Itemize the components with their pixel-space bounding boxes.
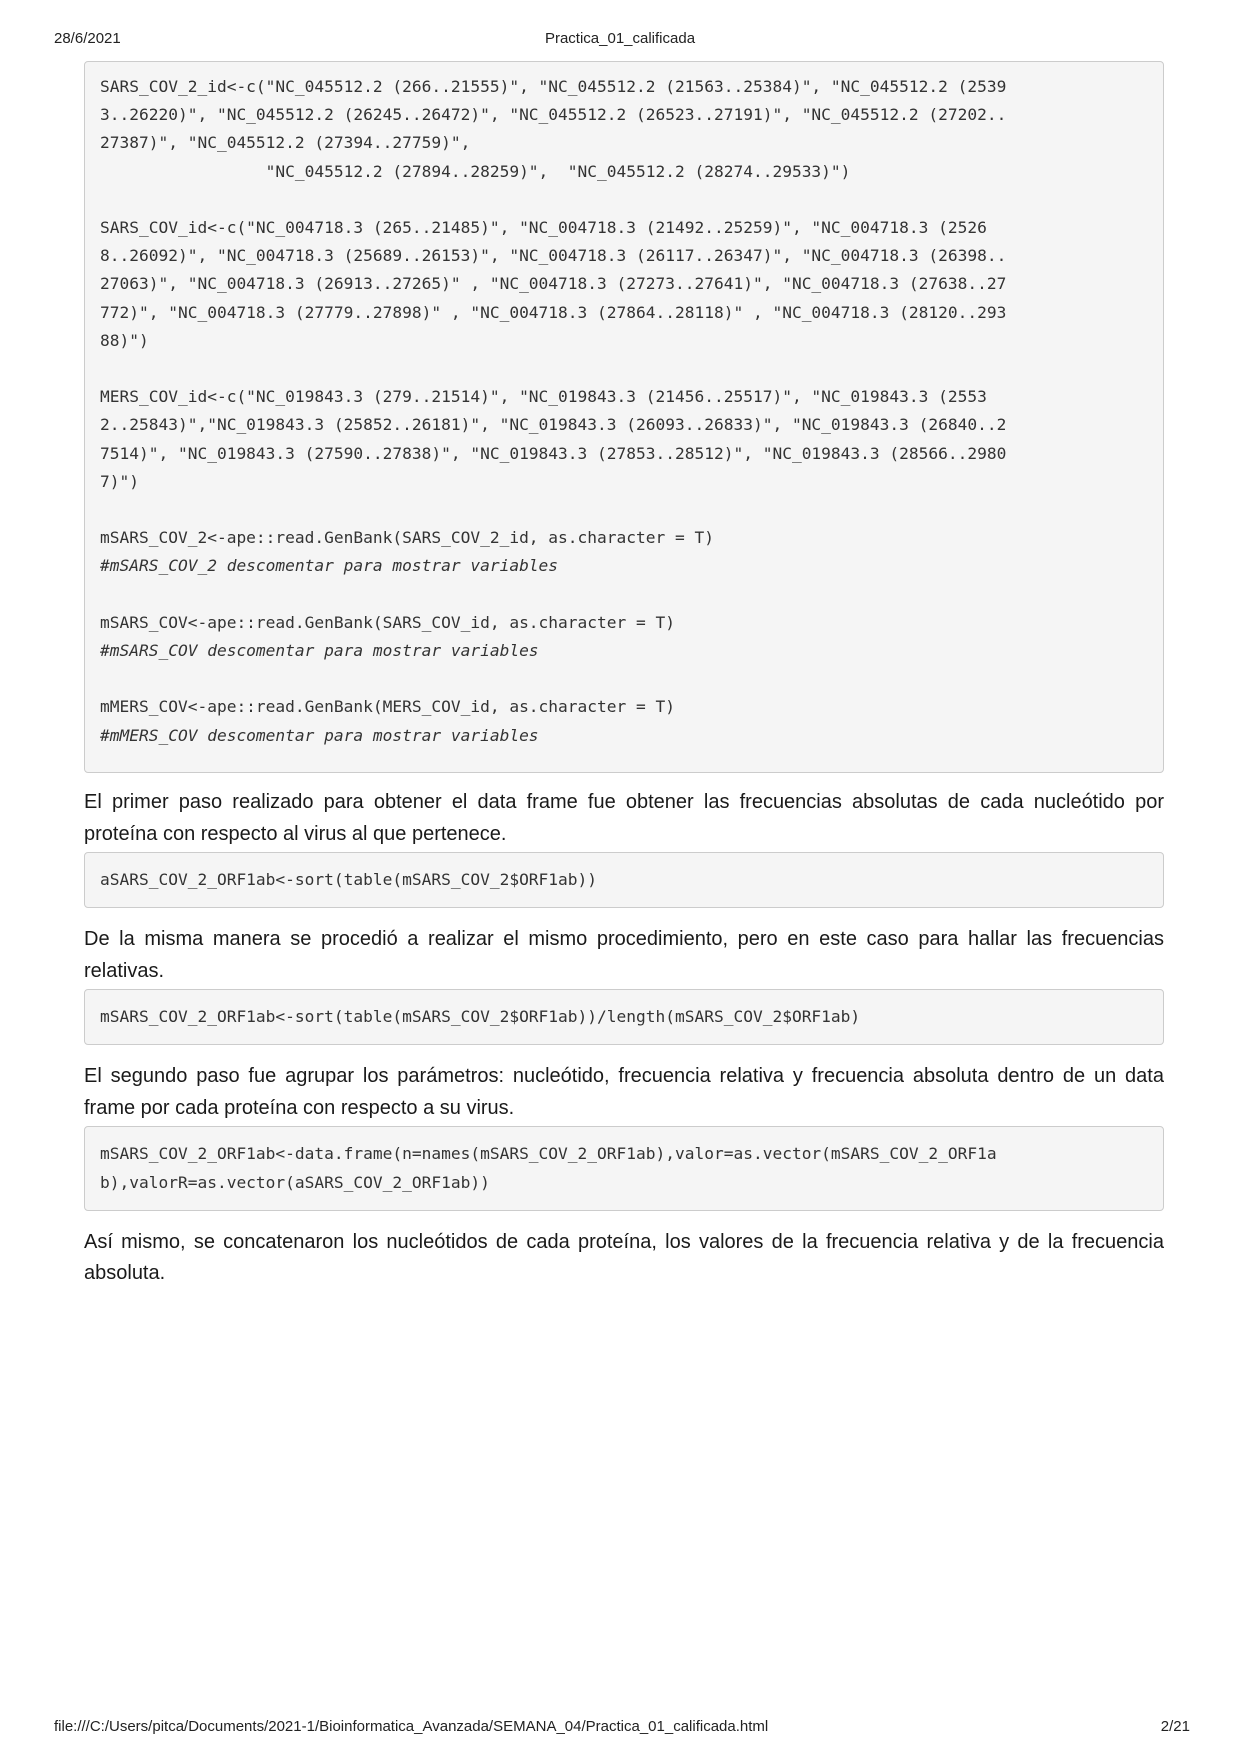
- code-line: mMERS_COV<-ape::read.GenBank(MERS_COV_id, as.character = T): [100, 697, 675, 717]
- code-line: MERS_COV_id<-c("NC_019843.3 (279..21514)", "NC_019843.3 (21456..25517)", "NC_019843.3 (2553: [100, 387, 987, 407]
- code-line: 3..26220)", "NC_045512.2 (26245..26472)", "NC_045512.2 (26523..27191)", "NC_045512.2 (27202..: [100, 105, 1007, 125]
- paragraph-data-frame: El segundo paso fue agrupar los parámetros: nucleótido, frecuencia relativa y frecuencia absoluta dentro de un data frame por cada proteína con respecto a su virus.: [84, 1065, 1164, 1119]
- code-comment: #mMERS_COV descomentar para mostrar variables: [100, 725, 539, 745]
- page-title: Practica_01_calificada: [544, 30, 696, 47]
- code-line: mSARS_COV_2_ORF1ab<-data.frame(n=names(mSARS_COV_2_ORF1ab),valor=as.vector(mSARS_COV_2_ORF1a: [100, 1144, 997, 1164]
- code-line: 2..25843)","NC_019843.3 (25852..26181)", "NC_019843.3 (26093..26833)", "NC_019843.3 (26840..2: [100, 415, 1007, 435]
- code-line: SARS_COV_2_id<-c("NC_045512.2 (266..21555)", "NC_045512.2 (21563..25384)", "NC_045512.2 (2539: [100, 77, 1007, 96]
- code-line: aSARS_COV_2_ORF1ab<-sort(table(mSARS_COV_2$ORF1ab)): [100, 870, 598, 889]
- code-line: "NC_045512.2 (27894..28259)", "NC_045512.2 (28274..29533)"): [100, 161, 851, 181]
- paragraph-relative-frequencies: De la misma manera se procedió a realizar el mismo procedimiento, pero en este caso para hallar las frecuencias relativas.: [84, 928, 1164, 982]
- code-line: 88)"): [100, 330, 149, 350]
- code-line: 8..26092)", "NC_004718.3 (25689..26153)", "NC_004718.3 (26117..26347)", "NC_004718.3 (26398..: [100, 246, 1007, 266]
- code-line: 27387)", "NC_045512.2 (27394..27759)",: [100, 133, 471, 153]
- code-line: SARS_COV_id<-c("NC_004718.3 (265..21485)", "NC_004718.3 (21492..25259)", "NC_004718.3 (2526: [100, 218, 987, 238]
- code-line: b),valorR=as.vector(aSARS_COV_2_ORF1ab)): [100, 1172, 490, 1192]
- code-block-absolute-frequency: [84, 852, 1164, 908]
- code-comment: #mSARS_COV descomentar para mostrar variables: [100, 641, 539, 661]
- code-block-genbank-ids: [84, 61, 1164, 773]
- code-line: mSARS_COV_2_ORF1ab<-sort(table(mSARS_COV_2$ORF1ab))/length(mSARS_COV_2$ORF1ab): [100, 1007, 861, 1027]
- code-block-relative-frequency: [84, 989, 1164, 1045]
- paragraph-concatenation: Así mismo, se concatenaron los nucleótidos de cada proteína, los valores de la frecuencia relativa y de la frecuencia absoluta.: [84, 1230, 1164, 1285]
- page-number: 2/21: [1160, 1718, 1190, 1735]
- paragraph-absolute-frequencies: El primer paso realizado para obtener el data frame fue obtener las frecuencias absolutas de cada nucleótido por proteína con respecto al virus al que pertenece.: [84, 791, 1164, 845]
- print-date: 28/6/2021: [54, 30, 121, 47]
- code-comment: #mSARS_COV_2 descomentar para mostrar variables: [100, 556, 559, 576]
- document-content: [84, 61, 1164, 1290]
- code-line: 27063)", "NC_004718.3 (26913..27265)" , "NC_004718.3 (27273..27641)", "NC_004718.3 (27638..27: [100, 274, 1007, 294]
- code-line: 7)"): [100, 471, 139, 491]
- code-block-data-frame: [84, 1126, 1164, 1210]
- code-line: 7514)", "NC_019843.3 (27590..27838)", "NC_019843.3 (27853..28512)", "NC_019843.3 (28566..2980: [100, 443, 1007, 463]
- file-path: file:///C:/Users/pitca/Documents/2021-1/Bioinformatica_Avanzada/SEMANA_04/Practica_01_calificada.html: [54, 1718, 769, 1735]
- code-line: mSARS_COV<-ape::read.GenBank(SARS_COV_id, as.character = T): [100, 612, 675, 632]
- code-line: 772)", "NC_004718.3 (27779..27898)" , "NC_004718.3 (27864..28118)" , "NC_004718.3 (28120..293: [100, 302, 1007, 322]
- code-line: mSARS_COV_2<-ape::read.GenBank(SARS_COV_2_id, as.character = T): [100, 528, 714, 548]
